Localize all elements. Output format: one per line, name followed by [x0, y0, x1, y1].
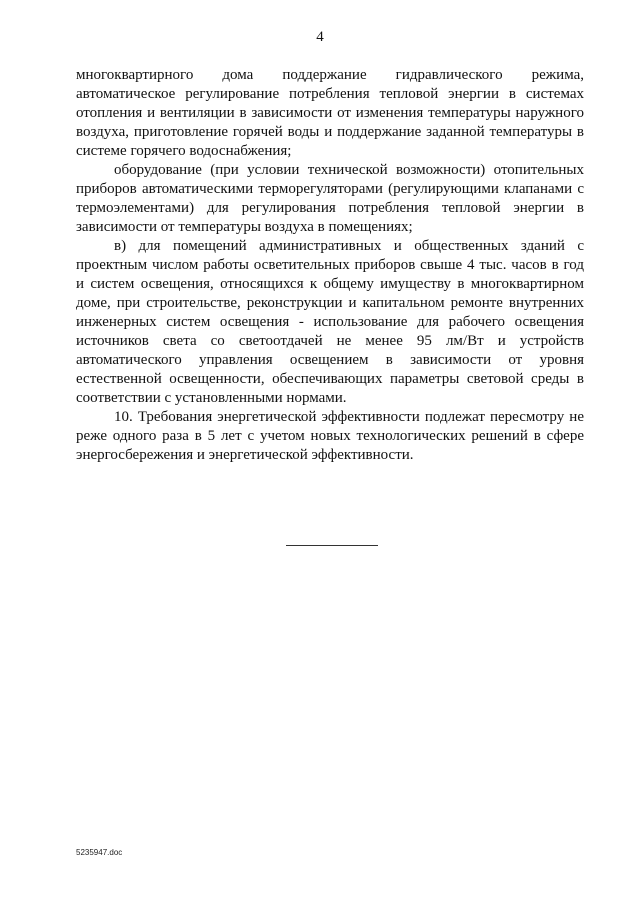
document-body [76, 66, 584, 465]
paragraph-continuation: многоквартирного дома поддержание гидравлического режима, автоматическое регулирование потребления тепловой энергии в системах отопления и вентиляции в зависимости от изменения температуры наружного воздуха, приготовление горячей воды и поддержание заданной температуры в системе горячего водоснабжения; [76, 67, 584, 159]
paragraph-review: 10. Требования энергетической эффективности подлежат пересмотру не реже одного раза в 5 лет с учетом новых технологических решений в сфере энергосбережения и энергетической эффективности. [76, 409, 584, 463]
paragraph-lighting: в) для помещений административных и общественных зданий с проектным числом работы осветительных приборов свыше 4 тыс. часов в год и систем освещения, относящихся к общему имуществу в многоквартирном доме, при строительстве, реконструкции и капитальном ремонте внутренних инженерных систем освещения - использование для рабочего освещения источников света со светоотдачей не менее 95 лм/Вт и устройств автоматического управления освещением в зависимости от уровня естественной освещенности, обеспечивающих параметры световой среды в соответствии с установленными нормами. [76, 238, 584, 406]
page-number: 4 [316, 29, 324, 45]
end-separator-line [286, 545, 378, 546]
paragraph-equipment: оборудование (при условии технической возможности) отопительных приборов автоматическими терморегуляторами (регулирующими клапанами с термоэлементами) для регулирования потребления тепловой энергии в зависимости от температуры воздуха в помещениях; [76, 162, 584, 235]
footer-filename: 5235947.doc [76, 848, 123, 857]
